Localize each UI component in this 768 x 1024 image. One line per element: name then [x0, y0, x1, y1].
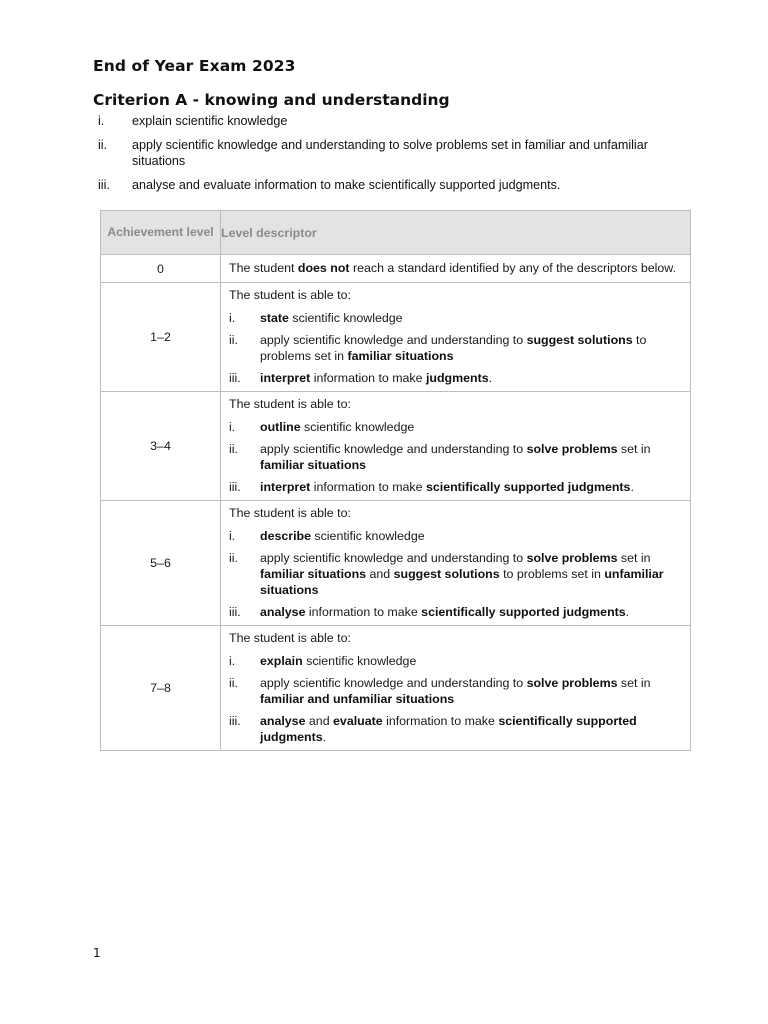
item-text: state scientific knowledge — [260, 311, 403, 325]
header-level-descriptor: Level descriptor — [221, 211, 691, 255]
descriptor-item — [229, 604, 682, 620]
aim-number: i. — [98, 114, 105, 128]
item-text: apply scientific knowledge and understanding to solve problems set in familiar situations — [260, 442, 651, 472]
item-number: ii. — [229, 676, 238, 690]
item-text: apply scientific knowledge and understanding to solve problems set in familiar situations and suggest solutions to problems set in unfamiliar situations — [260, 551, 664, 597]
descriptor-cell — [221, 255, 691, 283]
item-number: i. — [229, 654, 236, 668]
item-number: iii. — [229, 371, 241, 385]
descriptor-bold: does not — [297, 261, 350, 275]
item-text: apply scientific knowledge and understanding to solve problems set in familiar and unfamiliar situations — [260, 676, 651, 706]
item-text: apply scientific knowledge and understanding to suggest solutions to problems set in familiar situations — [260, 333, 647, 363]
item-number: i. — [229, 420, 236, 434]
item-number: i. — [229, 529, 236, 543]
descriptor-cell — [221, 283, 691, 392]
level-cell: 1–2 — [101, 283, 221, 392]
item-text: analyse information to make scientifically supported judgments. — [260, 605, 630, 619]
descriptor-intro: The student is able to: — [229, 288, 351, 302]
header-achievement-level: Achievement level — [101, 211, 221, 255]
item-number: iii. — [229, 480, 241, 494]
descriptor-cell — [221, 392, 691, 501]
descriptor-item — [229, 653, 682, 669]
descriptor-cell — [221, 501, 691, 626]
descriptor-intro: The student is able to: — [229, 631, 351, 645]
item-text: analyse and evaluate information to make scientifically supported judgments. — [260, 714, 637, 744]
aim-text: apply scientific knowledge and understanding to solve problems set in familiar and unfamiliar situations — [132, 138, 648, 168]
criterion-heading: Criterion A - knowing and understanding — [93, 91, 450, 109]
item-text: interpret information to make judgments. — [260, 371, 493, 385]
aim-text: analyse and evaluate information to make scientifically supported judgments. — [132, 178, 561, 192]
descriptor-item — [229, 550, 682, 598]
descriptor-text: reach a standard identified by any of the descriptors below. — [349, 261, 677, 275]
table-row — [101, 283, 691, 392]
aim-item — [98, 113, 698, 129]
level-cell: 5–6 — [101, 501, 221, 626]
descriptor-item — [229, 370, 682, 386]
table-row — [101, 501, 691, 626]
aim-item — [98, 137, 698, 169]
descriptor-intro: The student is able to: — [229, 506, 351, 520]
descriptor-item — [229, 713, 682, 745]
table-row — [101, 626, 691, 751]
aim-item — [98, 177, 698, 193]
page-number: 1 — [93, 946, 101, 960]
page-title: End of Year Exam 2023 — [93, 57, 296, 75]
item-number: i. — [229, 311, 236, 325]
descriptor-item — [229, 479, 682, 495]
item-number: ii. — [229, 551, 238, 565]
descriptor-item — [229, 310, 682, 326]
item-number: iii. — [229, 714, 241, 728]
level-cell: 7–8 — [101, 626, 221, 751]
criterion-aims-list — [98, 113, 698, 201]
table-row — [101, 255, 691, 283]
table-row — [101, 392, 691, 501]
item-number: ii. — [229, 442, 238, 456]
table-header-row — [101, 211, 691, 255]
item-text: outline scientific knowledge — [260, 420, 415, 434]
descriptor-item — [229, 675, 682, 707]
level-cell: 3–4 — [101, 392, 221, 501]
descriptor-item — [229, 332, 682, 364]
descriptor-text: The student — [229, 261, 298, 275]
item-number: iii. — [229, 605, 241, 619]
item-number: ii. — [229, 333, 238, 347]
descriptor-cell — [221, 626, 691, 751]
rubric-table — [100, 210, 691, 751]
item-text: interpret information to make scientifically supported judgments. — [260, 480, 634, 494]
item-text: describe scientific knowledge — [260, 529, 425, 543]
aim-number: ii. — [98, 138, 108, 152]
level-cell: 0 — [101, 255, 221, 283]
aim-number: iii. — [98, 178, 110, 192]
descriptor-item — [229, 528, 682, 544]
descriptor-item — [229, 441, 682, 473]
item-text: explain scientific knowledge — [260, 654, 417, 668]
aim-text: explain scientific knowledge — [132, 114, 288, 128]
descriptor-item — [229, 419, 682, 435]
descriptor-intro: The student is able to: — [229, 397, 351, 411]
